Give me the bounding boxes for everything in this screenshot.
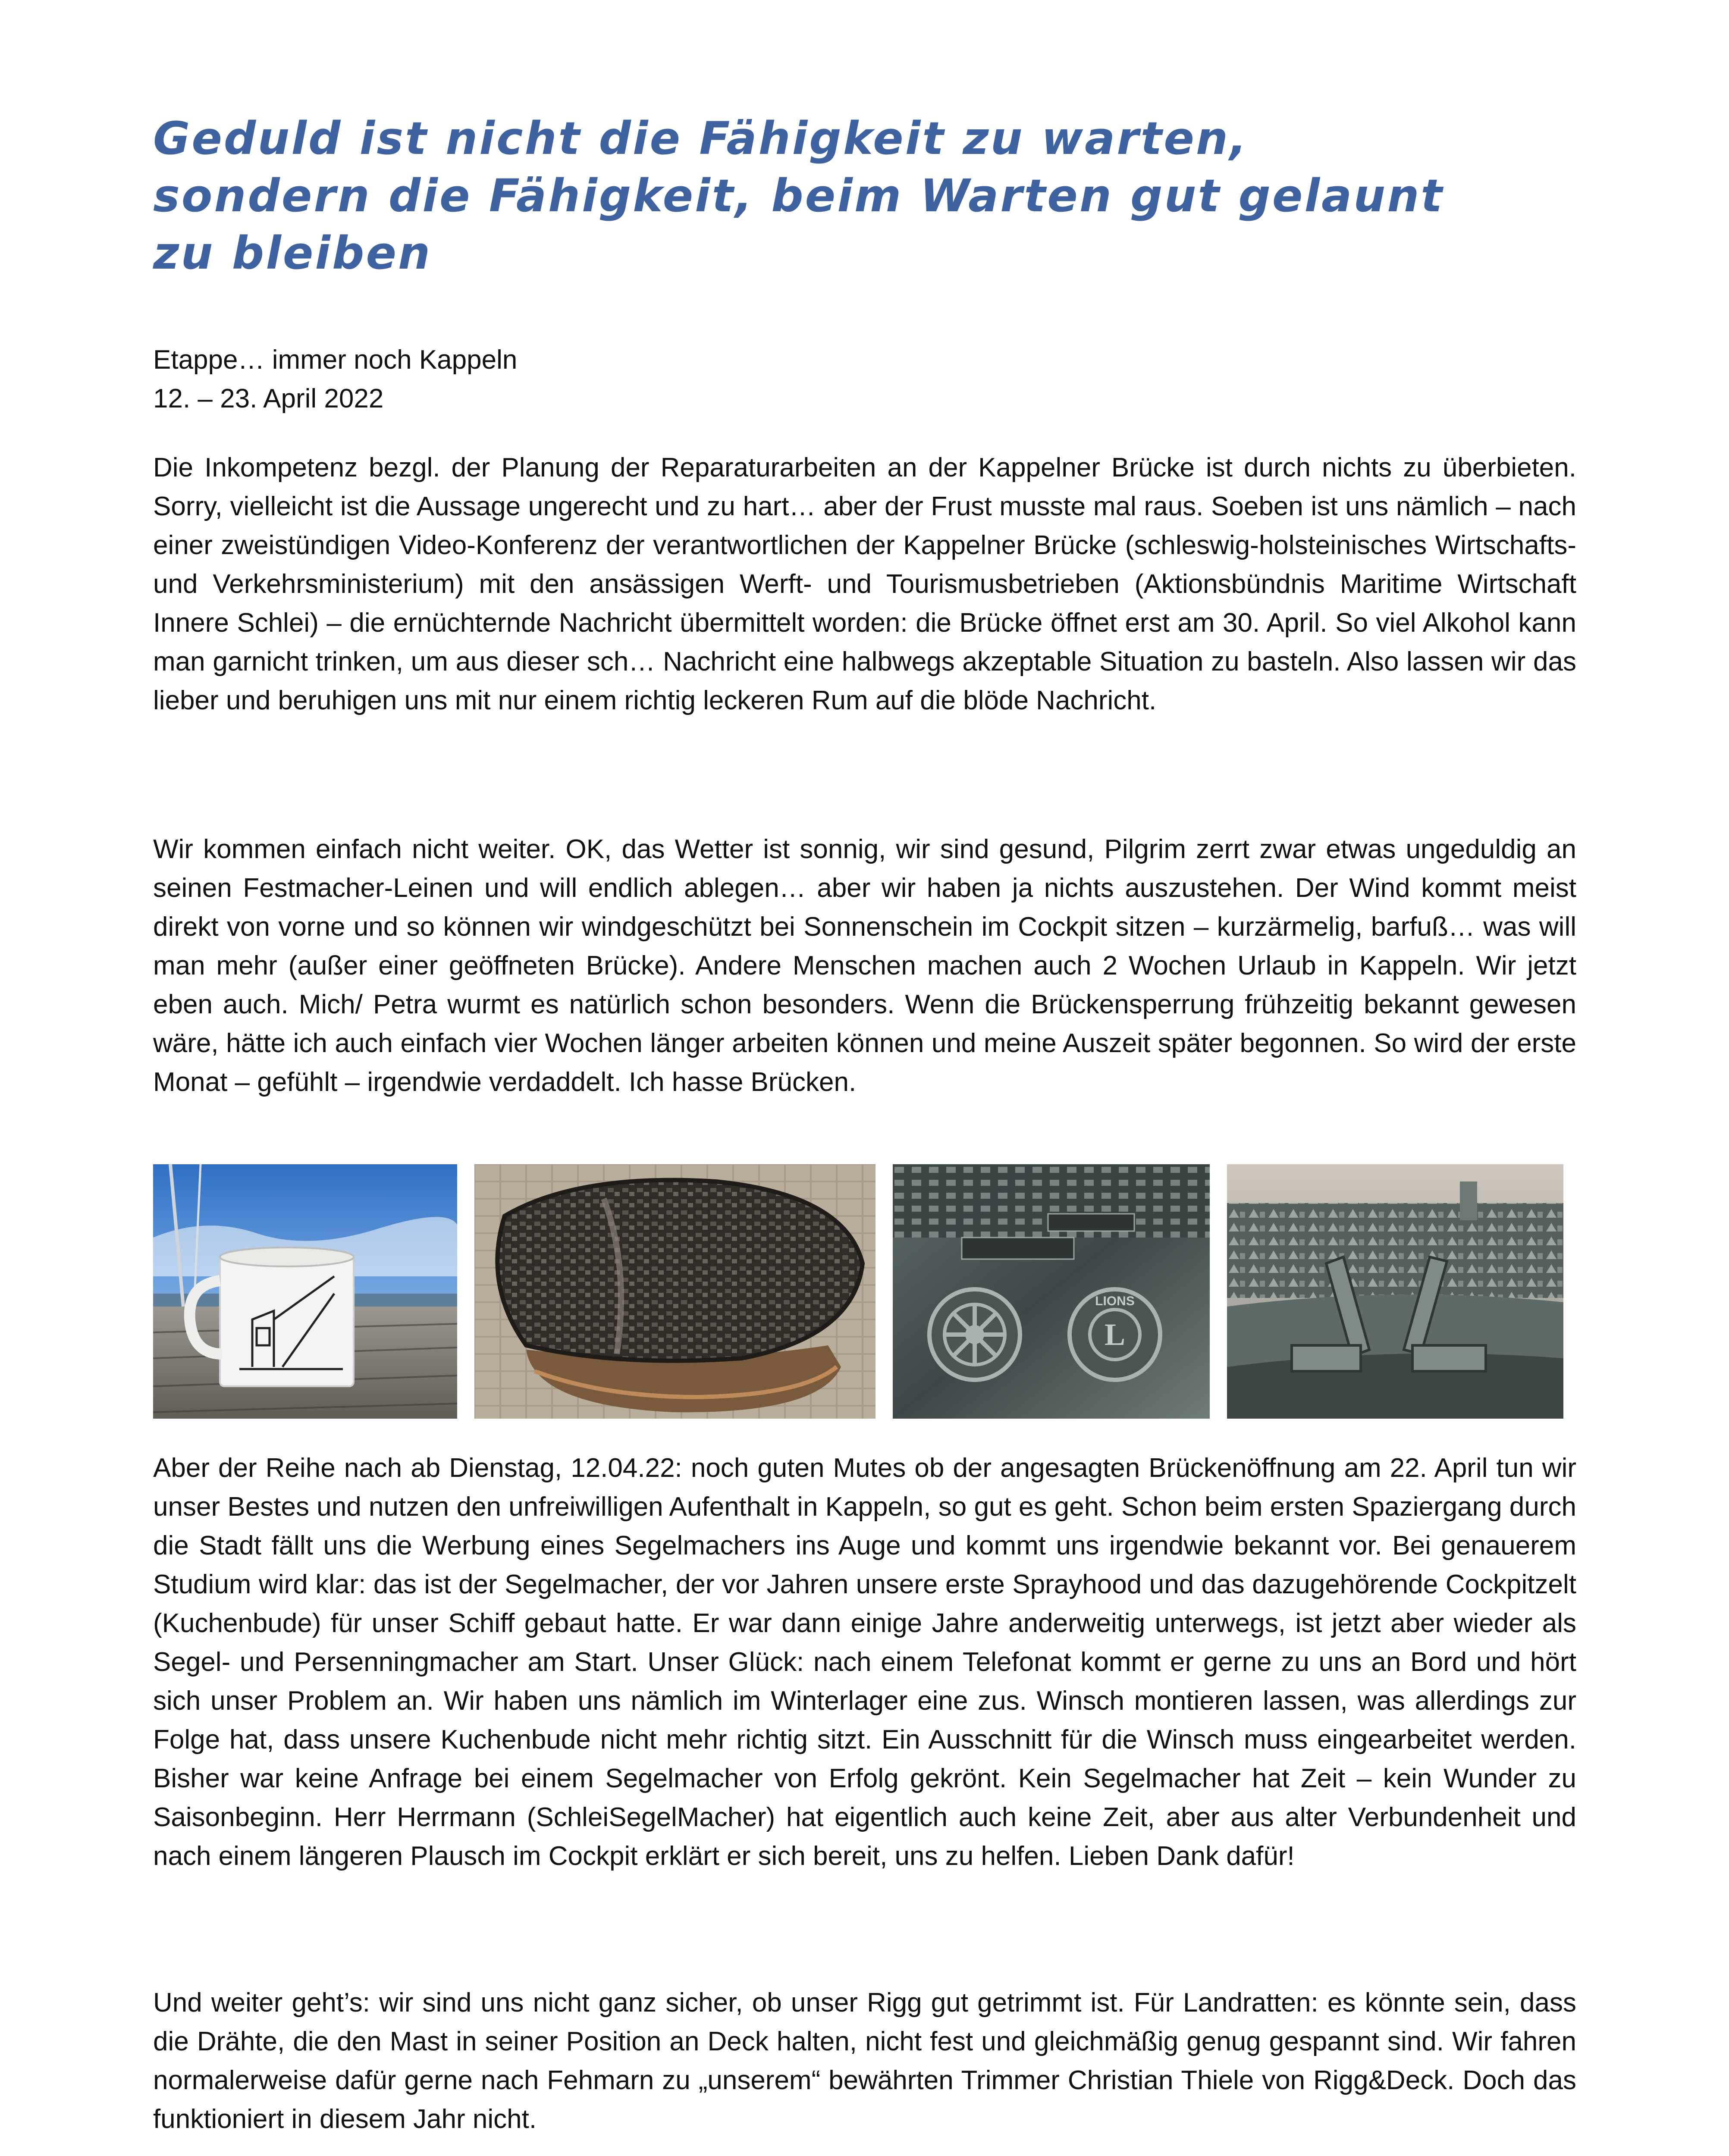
paragraph-2: Wir kommen einfach nicht weiter. OK, das Wetter ist sonnig, wir sind gesund, Pilgrim zerrt zwar etwas ungeduldig an seinen Festmacher-Leinen und will endlich ablegen… aber wir haben ja nichts auszustehen. Der Wind kommt meist direkt von vorne und so können wir windgeschützt bei Sonnenschein im Cockpit sitzen – kurzärmelig, barfuß… was will man mehr (außer einer geöffneten Brücke). Andere Menschen machen auch 2 Wochen Urlaub in Kappeln. Wir jetzt eben auch. Mich/ Petra wurmt es natürlich schon besonders. Wenn die Brückensperrung frühzeitig bekannt gewesen wäre, hätte ich auch einfach vier Wochen länger arbeiten können und meine Auszeit später begonnen. So wird der erste Monat – gefühlt – irgendwie verdaddelt. Ich hasse Brücken. (153, 834, 1576, 1097)
lions-emblem-text: LIONS (1095, 1294, 1135, 1308)
page-title (153, 110, 1576, 282)
paragraph-1: Die Inkompetenz bezgl. der Planung der Reparaturarbeiten an der Kappelner Brücke ist durch nichts zu überbieten. Sorry, vielleicht ist die Aussage ungerecht und zu hart… aber der Frust musste mal raus. Soeben ist uns nämlich – nach einer zweistündigen Video-Konferenz der verantwortlichen der Kappelner Brücke (schleswig-holsteinisches Wirtschafts- und Verkehrsministerium) mit den ansässigen Werft- und Tourismusbetrieben (Aktionsbündnis Maritime Wirtschaft Innere Schlei) – die ernüchternde Nachricht übermittelt worden: die Brücke öffnet erst am 30. April. So viel Alkohol kann man garnicht trinken, um aus dieser sch… Nachricht eine halbwegs akzeptable Situation zu basteln. Also lassen wir das lieber und beruhigen uns mit nur einem richtig leckeren Rum auf die blöde Nachricht. (153, 453, 1576, 715)
photo-bronze-city-model (474, 1164, 875, 1419)
stage-info (153, 341, 517, 418)
lions-emblem-letter: L (1104, 1317, 1126, 1352)
stage-dates: 12. – 23. April 2022 (153, 384, 384, 414)
paragraph-3: Aber der Reihe nach ab Dienstag, 12.04.22: noch guten Mutes ob der angesagten Brückenöffnung am 22. April tun wir unser Bestes und nutzen den unfreiwilligen Aufenthalt in Kappeln, so gut es geht. Schon beim ersten Spaziergang durch die Stadt fällt uns die Werbung eines Segelmachers ins Auge und kommt uns irgendwie bekannt vor. Bei genauerem Studium wird klar: das ist der Segelmacher, der vor Jahren unsere erste Sprayhood und das dazugehörende Cockpitzelt (Kuchenbude) für unser Schiff gebaut hatte. Er war dann einige Jahre anderweitig unterwegs, ist jetzt aber wieder als Segel- und Persenningmacher am Start. Unser Glück: nach einem Telefonat kommt er gerne zu uns an Bord und hört sich unser Problem an. Wir haben uns nämlich im Winterlager eine zus. Winsch montieren lassen, was allerdings zur Folge hat, dass unsere Kuchenbude nicht mehr richtig sitzt. Ein Ausschnitt für die Winsch muss eingearbeitet werden. Bisher war keine Anfrage bei einem Segelmacher von Erfolg gekrönt. Kein Segelmacher hat Zeit – kein Wunder zu Saisonbeginn. Herr Herrmann (SchleiSegelMacher) hat eigentlich auch keine Zeit, aber aus alter Verbundenheit und nach einem längeren Plausch im Cockpit erklärt er sich bereit, uns zu helfen. Lieben Dank dafür! (153, 1453, 1576, 1871)
photo-bronze-bridge-model (1227, 1164, 1563, 1419)
title-line-3: zu bleiben (153, 227, 432, 279)
paragraph-4: Und weiter geht’s: wir sind uns nicht ganz sicher, ob unser Rigg gut getrimmt ist. Für Landratten: es könnte sein, dass die Drähte, die den Mast in seiner Position an Deck halten, nicht fest und gleichmäßig genug gespannt sind. Wir fahren normalerweise dafür gerne nach Fehmarn zu „unserem“ bewährten Trimmer Christian Thiele von Rigg&Deck. Doch das funktioniert in diesem Jahr nicht. (153, 1988, 1576, 2134)
photo-mug-on-deck (153, 1164, 457, 1419)
title-line-2: sondern die Fähigkeit, beim Warten gut gelaunt (153, 169, 1444, 222)
stage-label: Etappe… immer noch Kappeln (153, 345, 518, 375)
title-line-1: Geduld ist nicht die Fähigkeit zu warten, (153, 112, 1249, 165)
photo-bronze-plaque-emblems (893, 1164, 1210, 1419)
